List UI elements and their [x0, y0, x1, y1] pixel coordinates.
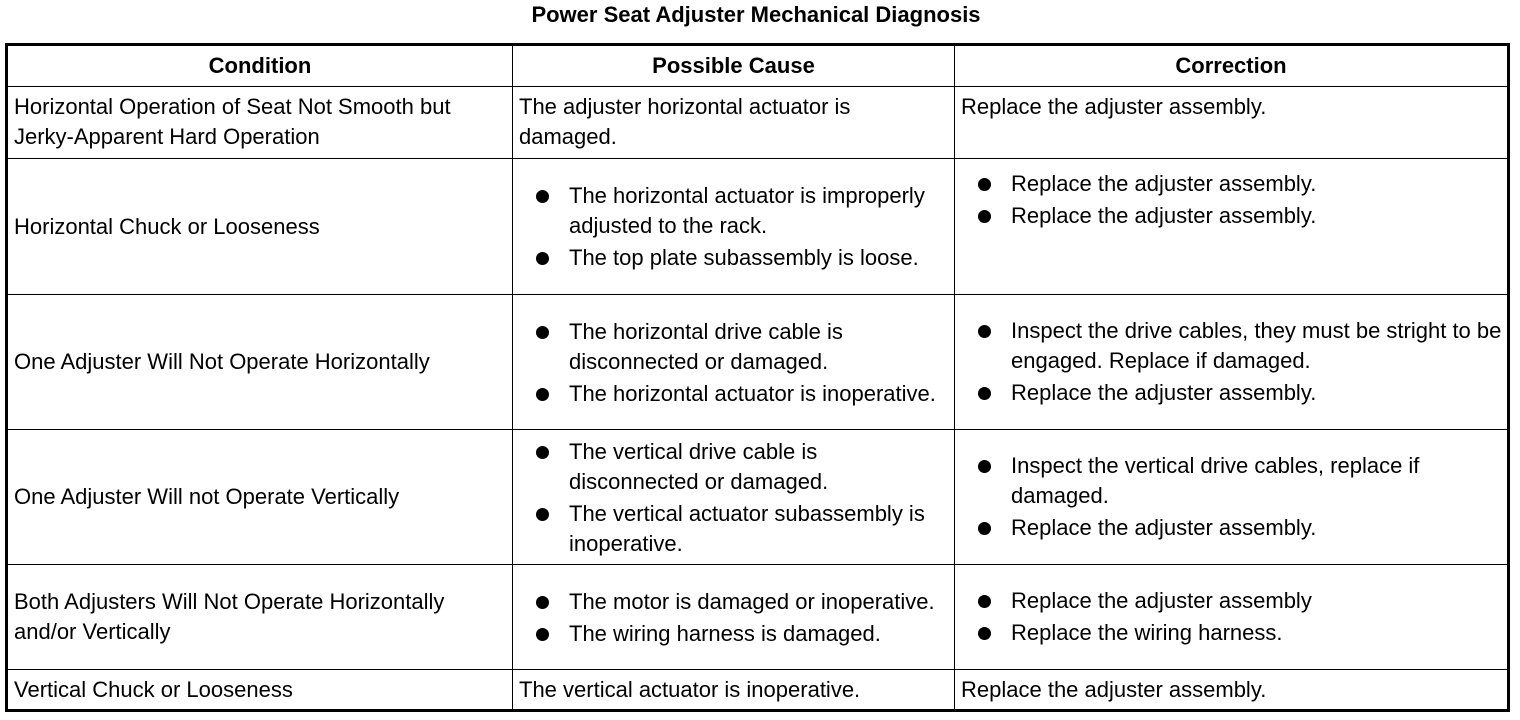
- bullet-icon: [978, 210, 991, 223]
- header-condition: Condition: [7, 45, 513, 87]
- bullet-icon: [978, 325, 991, 338]
- condition-cell: One Adjuster Will not Operate Vertically: [7, 430, 513, 565]
- bullet-icon: [536, 628, 549, 641]
- correction-cell: [955, 159, 1509, 295]
- correction-list: [955, 169, 1507, 231]
- list-item: [955, 513, 1507, 543]
- list-item: [513, 619, 954, 649]
- correction-text: Replace the adjuster assembly.: [1011, 380, 1317, 405]
- list-item: [513, 317, 954, 377]
- cause-list: [513, 181, 954, 273]
- bullet-icon: [536, 388, 549, 401]
- page-title: Power Seat Adjuster Mechanical Diagnosis: [531, 2, 981, 27]
- list-item: [955, 451, 1507, 511]
- correction-text: Replace the adjuster assembly.: [1011, 171, 1317, 196]
- list-item: [513, 243, 954, 273]
- list-item: [513, 499, 954, 559]
- correction-cell: [955, 430, 1509, 565]
- correction-text: Replace the wiring harness.: [1011, 620, 1283, 645]
- list-item: [955, 618, 1507, 648]
- condition-cell: Vertical Chuck or Looseness: [7, 670, 513, 711]
- list-item: [513, 437, 954, 497]
- table-row: [7, 670, 1509, 711]
- list-item: [955, 201, 1507, 231]
- cause-text: The vertical drive cable is disconnected or damaged.: [569, 438, 829, 494]
- table-row: [7, 87, 1509, 159]
- bullet-icon: [978, 595, 991, 608]
- cause-list: [513, 317, 954, 409]
- cause-cell: [513, 295, 955, 430]
- cause-list: [513, 587, 954, 649]
- condition-cell: One Adjuster Will Not Operate Horizontally: [7, 295, 513, 430]
- header-possible-cause: Possible Cause: [513, 45, 955, 87]
- table-row: [7, 430, 1509, 565]
- correction-text: Inspect the vertical drive cables, replace if damaged.: [1011, 453, 1420, 508]
- list-item: [955, 169, 1507, 199]
- correction-list: [955, 451, 1507, 543]
- bullet-icon: [536, 190, 549, 203]
- list-item: [513, 587, 954, 617]
- bullet-icon: [978, 460, 991, 473]
- cause-text: The wiring harness is damaged.: [569, 620, 881, 646]
- cause-cell: [513, 430, 955, 565]
- correction-text: Replace the adjuster assembly.: [1011, 515, 1317, 540]
- correction-cell: [955, 565, 1509, 670]
- bullet-icon: [536, 596, 549, 609]
- table-row: [7, 565, 1509, 670]
- cause-cell: [513, 159, 955, 295]
- bullet-icon: [536, 446, 549, 459]
- correction-cell: Replace the adjuster assembly.: [955, 670, 1509, 711]
- table-row: [7, 159, 1509, 295]
- list-item: [955, 586, 1507, 616]
- condition-cell: Both Adjusters Will Not Operate Horizontally and/or Vertically: [7, 565, 513, 670]
- condition-cell: Horizontal Chuck or Looseness: [7, 159, 513, 295]
- correction-list: [955, 586, 1507, 648]
- correction-text: Replace the adjuster assembly.: [1011, 203, 1317, 228]
- bullet-icon: [536, 326, 549, 339]
- cause-text: The horizontal actuator is inoperative.: [569, 380, 936, 406]
- cause-cell: [513, 565, 955, 670]
- cause-cell: The adjuster horizontal actuator is damaged.: [513, 87, 955, 159]
- list-item: [955, 378, 1507, 408]
- list-item: [513, 181, 954, 241]
- correction-list: [955, 316, 1507, 408]
- cause-list: [513, 437, 954, 559]
- bullet-icon: [978, 178, 991, 191]
- cause-text: The horizontal drive cable is disconnected or damaged.: [569, 318, 843, 374]
- condition-cell: Horizontal Operation of Seat Not Smooth but Jerky-Apparent Hard Operation: [7, 87, 513, 159]
- header-correction: Correction: [955, 45, 1509, 87]
- cause-text: The vertical actuator subassembly is inoperative.: [569, 500, 925, 556]
- bullet-icon: [978, 387, 991, 400]
- correction-text: Inspect the drive cables, they must be stright to be engaged. Replace if damaged.: [1011, 318, 1502, 373]
- list-item: [513, 379, 954, 409]
- bullet-icon: [536, 508, 549, 521]
- bullet-icon: [978, 522, 991, 535]
- bullet-icon: [978, 627, 991, 640]
- cause-text: The top plate subassembly is loose.: [569, 245, 919, 270]
- list-item: [955, 316, 1507, 376]
- diagnosis-table: [5, 43, 1510, 712]
- cause-text: The horizontal actuator is improperly adjusted to the rack.: [569, 183, 925, 238]
- correction-cell: [955, 295, 1509, 430]
- table-row: [7, 295, 1509, 430]
- bullet-icon: [536, 252, 549, 265]
- table-header-row: [7, 45, 1509, 87]
- cause-text: The motor is damaged or inoperative.: [569, 588, 935, 614]
- correction-cell: Replace the adjuster assembly.: [955, 87, 1509, 159]
- cause-cell: The vertical actuator is inoperative.: [513, 670, 955, 711]
- correction-text: Replace the adjuster assembly: [1011, 588, 1312, 613]
